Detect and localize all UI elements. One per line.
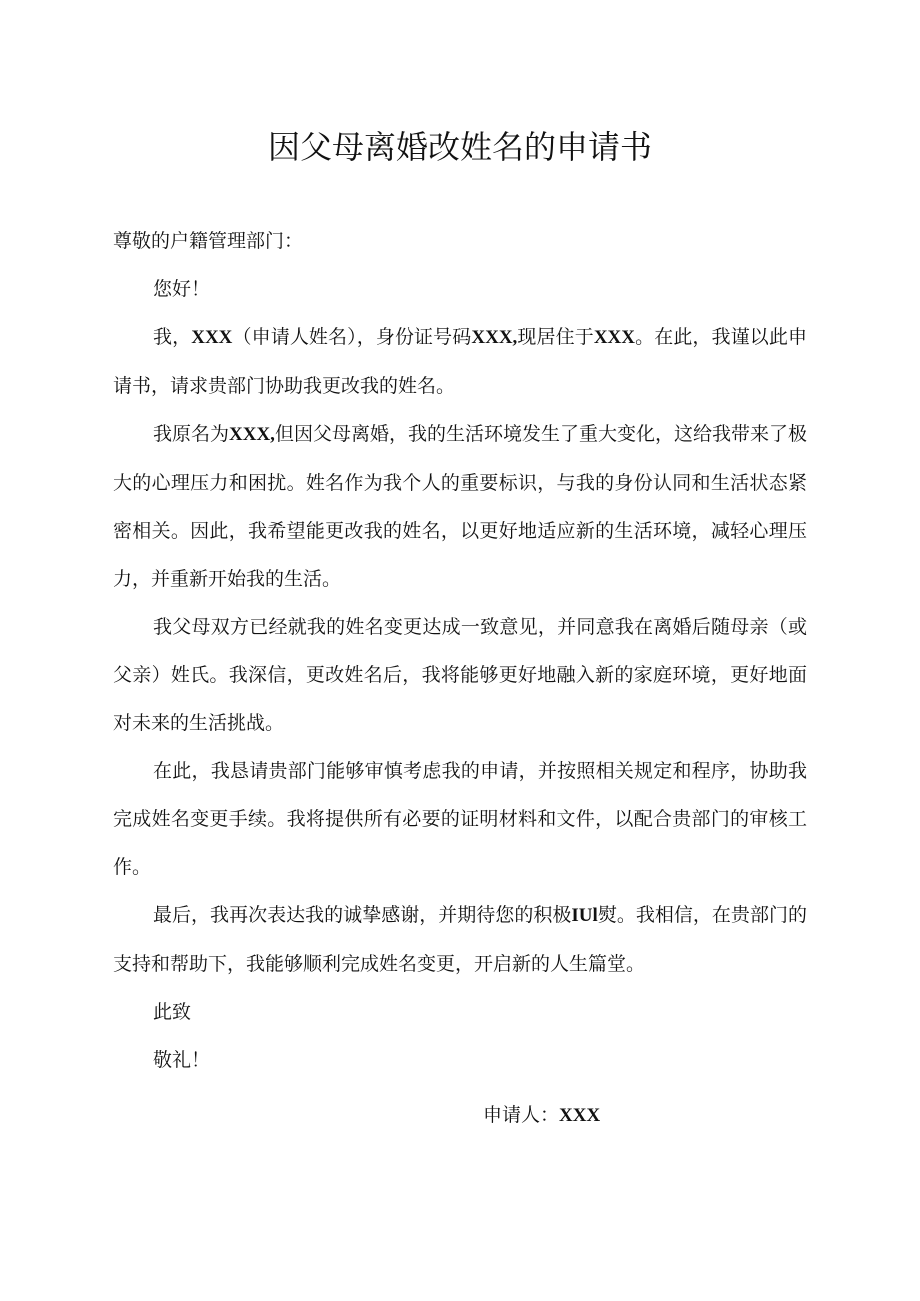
p1-text-2: （申请人姓名），身份证号码 [232,326,472,348]
letter-body [113,217,807,1084]
closing-jing-li: 敬礼！ [153,1049,211,1071]
original-name-placeholder: XXX, [229,424,275,445]
p2-text-2: 但因父母离婚，我的生活环境发生了重大变化，这给我带来了极大的心理压力和困扰。姓名作为我个人的重要标识，与我的身份认同和生活状态紧密相关。因此，我希望能更改我的姓名，以更好地适应新的生活环境，减轻心理压力，并重新开始我的生活。 [113,423,807,590]
paragraph-reason [113,410,807,603]
address-placeholder: XXX [593,327,635,348]
paragraph-thanks [113,891,807,988]
paragraph-request: 在此，我恳请贵部门能够审慎考虑我的申请，并按照相关规定和程序，协助我完成姓名变更手续。我将提供所有必要的证明材料和文件，以配合贵部门的审核工作。 [113,760,807,878]
applicant-name-placeholder: XXX [191,327,233,348]
p1-text-4: 。在此，我谨以此申请书，请求贵部门协助我更改我的姓名。 [113,326,807,397]
signature-name-placeholder: XXX [559,1105,601,1126]
document-title: 因父母离婚改姓名的申请书 [267,128,652,166]
p2-text-1: 我原名为 [153,423,230,445]
paragraph-parents-agreement: 我父母双方已经就我的姓名变更达成一致意见，并同意我在离婚后随母亲（或父亲）姓氏。我深信，更改姓名后，我将能够更好地融入新的家庭环境，更好地面对未来的生活挑战。 [113,616,807,734]
garbled-text: IUl [571,905,598,926]
p5-text-1: 最后，我再次表达我的诚挚感谢，并期待您的积极 [153,904,572,926]
p1-text-1: 我， [153,326,192,348]
id-number-placeholder: XXX, [471,327,518,348]
closing-ci-zhi: 此致 [153,1001,192,1023]
signature-line [483,1091,600,1140]
greeting: 您好！ [153,278,211,300]
salutation: 尊敬的户籍管理部门： [113,230,304,252]
paragraph-identity [113,313,807,410]
p1-text-3: 现居住于 [517,326,594,348]
p5-text-2: 熨。我相信，在贵部门的支持和帮助下，我能够顺利完成姓名变更，开启新的人生篇堂。 [113,904,807,975]
signature-label: 申请人： [483,1104,560,1126]
